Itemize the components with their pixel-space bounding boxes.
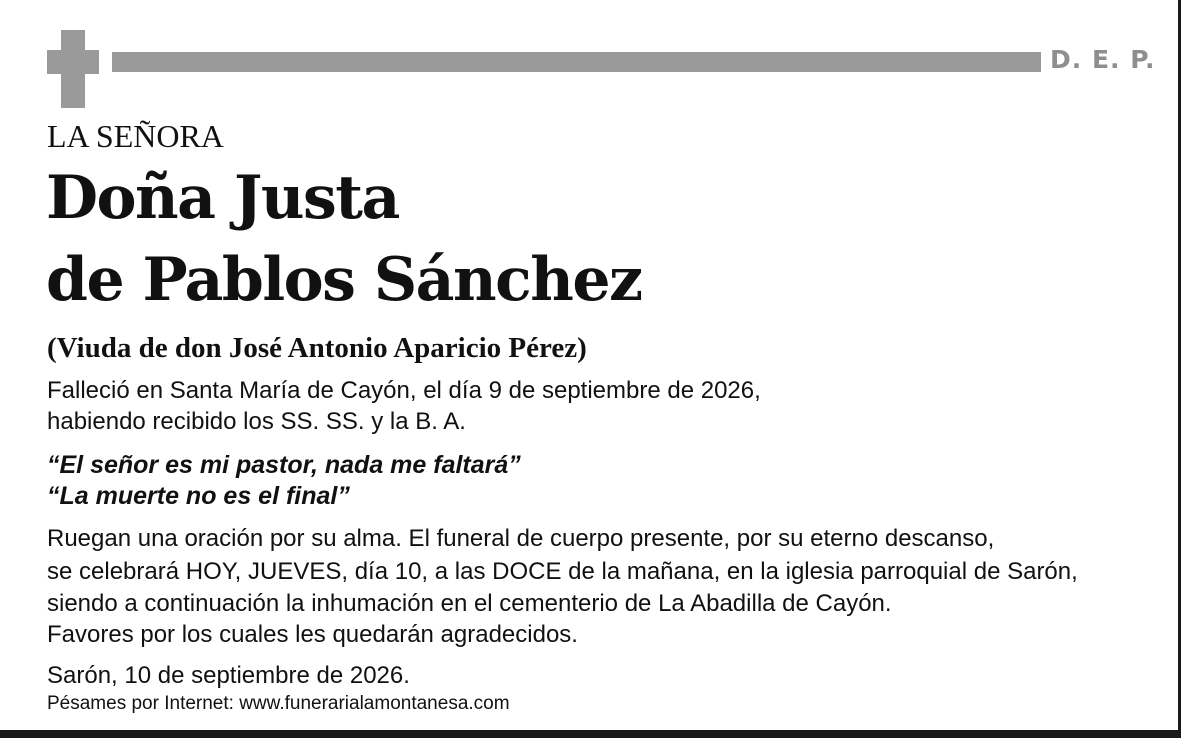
honorific: LA SEÑORA	[47, 118, 224, 154]
widow-of-line: (Viuda de don José Antonio Aparicio Pérez)	[47, 332, 587, 364]
funeral-line-3: siendo a continuación la inhumación en el cementerio de La Abadilla de Cayón.	[47, 590, 892, 617]
quote-line-2: “La muerte no es el final”	[47, 482, 350, 510]
death-notice-line-2: habiendo recibido los SS. SS. y la B. A.	[47, 408, 466, 435]
deceased-name-line-2: de Pablos Sánchez	[46, 245, 642, 315]
place-date: Sarón, 10 de septiembre de 2026.	[47, 662, 410, 689]
funeral-line-4: Favores por los cuales les quedarán agradecidos.	[47, 621, 578, 648]
death-notice-line-1: Falleció en Santa María de Cayón, el día 9 de septiembre de 2026,	[47, 377, 761, 404]
funeral-line-1: Ruegan una oración por su alma. El funeral de cuerpo presente, por su eterno descanso,	[47, 525, 995, 552]
dep-badge: D. E. P.	[1050, 45, 1156, 74]
funeral-line-2: se celebrará HOY, JUEVES, día 10, a las DOCE de la mañana, en la iglesia parroquial de Sarón,	[47, 558, 1078, 585]
deceased-name-line-1: Doña Justa	[46, 163, 399, 233]
header-rule	[112, 52, 1041, 72]
cross-horizontal-beam	[47, 50, 99, 74]
condolences-line: Pésames por Internet: www.funerarialamontanesa.com	[47, 693, 510, 714]
latin-cross-icon	[47, 30, 99, 108]
quote-line-1: “El señor es mi pastor, nada me faltará”	[47, 451, 521, 479]
frame-bottom-border	[0, 730, 1181, 738]
